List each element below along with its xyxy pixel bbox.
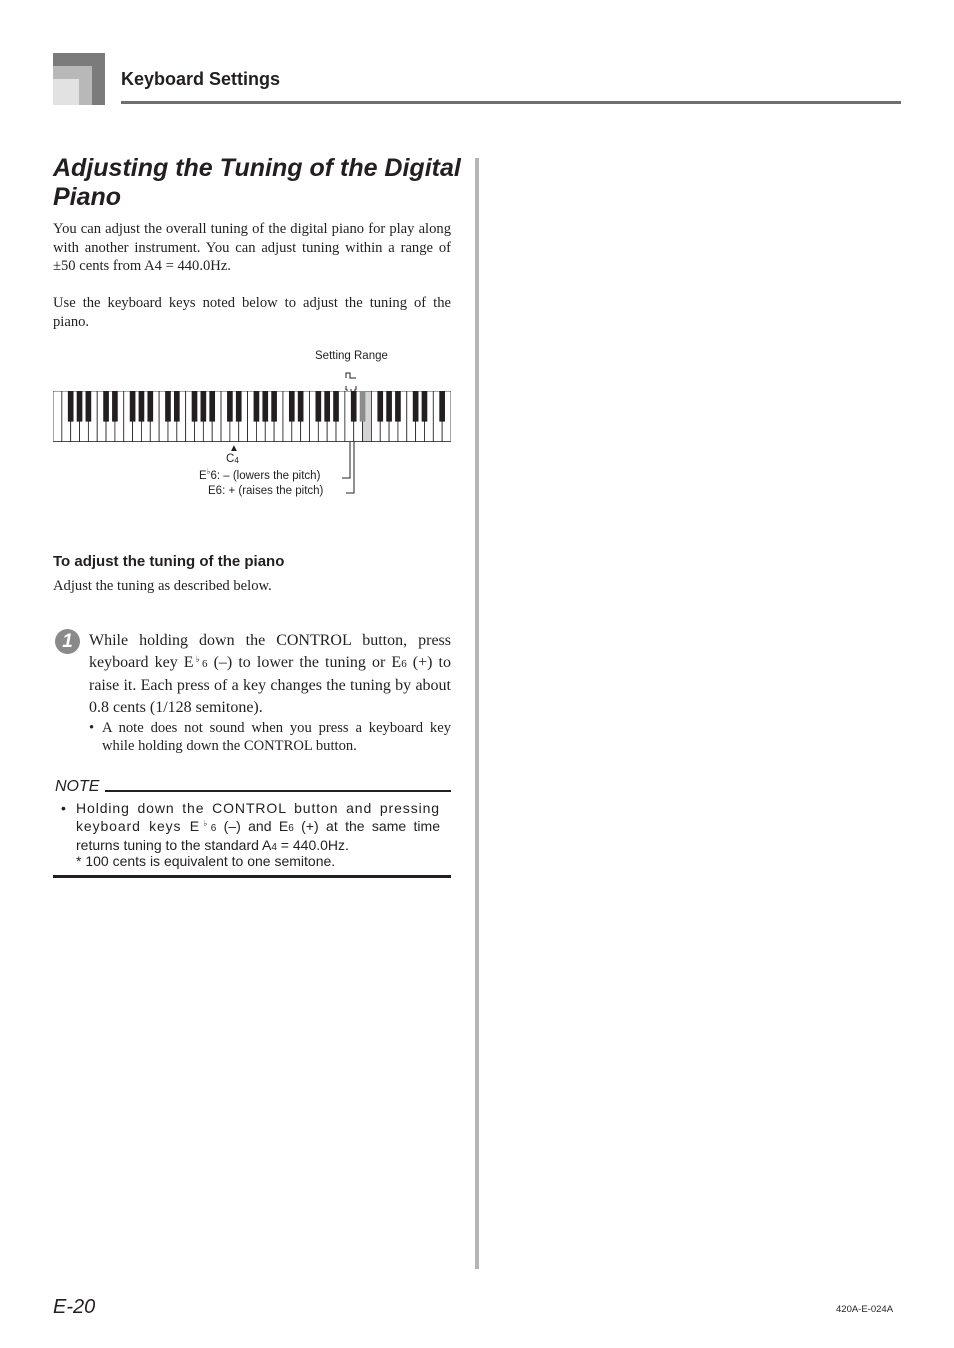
- page-number: E-20: [53, 1296, 96, 1318]
- setting-range-label: Setting Range: [315, 350, 388, 362]
- black-key: [377, 391, 383, 422]
- note-item-1: • Holding down the CONTROL button and pressing keyboard keys E♭6 (–) and E6 (+) at the same time returns tuning to the standard A4 = 440.0Hz.: [61, 800, 440, 853]
- black-key: [236, 391, 242, 422]
- black-key: [174, 391, 180, 422]
- black-key: [68, 391, 74, 422]
- black-key: [147, 391, 153, 422]
- section-title: Keyboard Settings: [121, 69, 281, 89]
- keyboard-diagram: [53, 391, 451, 442]
- eflat6-label: E♭6: – (lowers the pitch): [199, 467, 321, 482]
- step-number-badge: 1: [55, 629, 80, 654]
- black-key: [254, 391, 260, 422]
- black-key: [316, 391, 322, 422]
- black-key: [103, 391, 109, 422]
- black-key: [86, 391, 92, 422]
- black-key: [112, 391, 118, 422]
- intro-paragraph-1: You can adjust the overall tuning of the digital piano for play along with another instrument. You can adjust tuning within a range of ±50 cents from A4 = 440.0Hz.: [53, 221, 451, 274]
- procedure-heading: To adjust the tuning of the piano: [53, 553, 285, 570]
- black-key: [192, 391, 198, 422]
- black-key: [201, 391, 207, 422]
- note-top-rule: [105, 790, 451, 792]
- column-divider: [475, 158, 479, 1269]
- black-key: [227, 391, 233, 422]
- black-key: [439, 391, 445, 422]
- page-title: Adjusting the Tuning of the Digital Piano: [53, 154, 461, 211]
- black-key: [130, 391, 136, 422]
- black-key: [271, 391, 277, 422]
- header-rule: [121, 101, 901, 104]
- black-key: [262, 391, 268, 422]
- note-label: NOTE: [55, 778, 100, 795]
- black-key: [324, 391, 330, 422]
- black-key: [289, 391, 295, 422]
- black-key: [386, 391, 392, 422]
- range-callout-lines: [340, 370, 370, 500]
- black-key: [298, 391, 304, 422]
- step-1-text: While holding down the CONTROL button, press keyboard key E♭6 (–) to lower the tuning or E6 (+) to raise it. Each press of a key changes the tuning by about 0.8 cents (1/128 semitone).: [89, 632, 452, 716]
- black-key: [139, 391, 145, 422]
- c4-label: $C_4$: [226, 453, 239, 465]
- step-1-bullet: • A note does not sound when you press a keyboard key while holding down the CONTROL button.: [89, 720, 451, 754]
- note-item-2: * 100 cents is equivalent to one semitone.: [76, 853, 336, 869]
- black-key: [77, 391, 83, 422]
- black-key: [395, 391, 401, 422]
- document-code: 420A-E-024A: [836, 1304, 894, 1315]
- procedure-lead: Adjust the tuning as described below.: [53, 578, 272, 594]
- header-marker-inner: [53, 79, 79, 105]
- black-key: [413, 391, 419, 422]
- black-key: [165, 391, 171, 422]
- black-key: [422, 391, 428, 422]
- e6-label: E6: + (raises the pitch): [208, 485, 324, 497]
- intro-paragraph-2: Use the keyboard keys noted below to adjust the tuning of the piano.: [53, 295, 451, 330]
- note-bottom-rule: [53, 875, 451, 878]
- c4-marker-icon: ▲: [229, 443, 239, 454]
- black-key: [209, 391, 215, 422]
- black-key: [333, 391, 339, 422]
- white-key: [53, 391, 62, 442]
